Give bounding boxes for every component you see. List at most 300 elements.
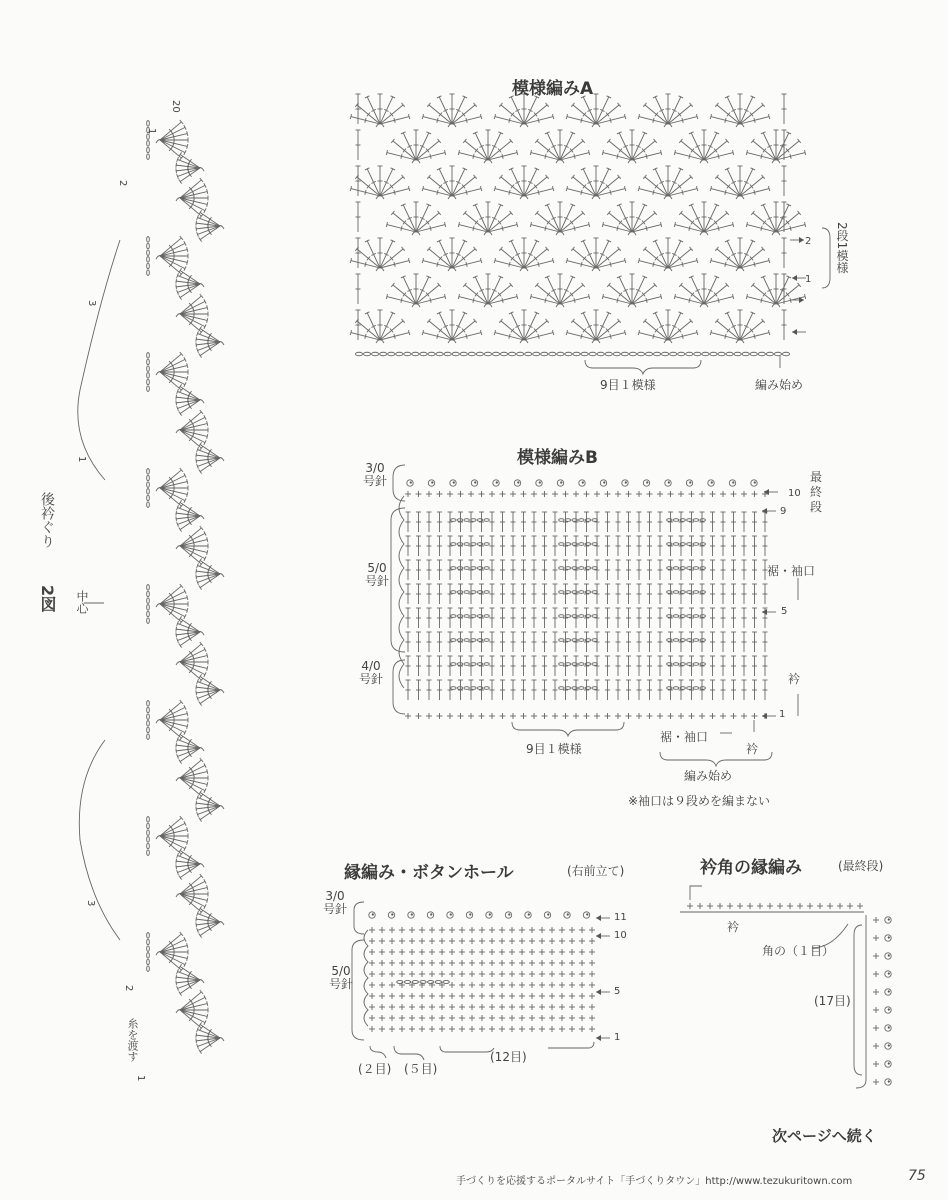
chain-stitch	[667, 663, 672, 666]
collar-corner-title: 衿角の縁編み	[700, 858, 802, 878]
chain-stitch	[451, 543, 456, 546]
stitch-top	[179, 384, 182, 388]
pattern-b-hook-30: 3/0号針	[362, 461, 387, 488]
stitch-bar	[581, 262, 582, 267]
stitch-bar	[725, 118, 726, 123]
chain-stitch	[579, 639, 584, 642]
stitch-top	[530, 222, 531, 227]
stitch-top	[187, 131, 188, 136]
picot-center	[888, 954, 890, 956]
picot-center	[754, 481, 756, 483]
chain-stitch	[559, 543, 564, 546]
picot-center	[517, 481, 519, 483]
stitch-top	[566, 186, 567, 191]
stitch-top	[176, 864, 177, 869]
chain-stitch	[492, 352, 499, 356]
chain-stitch	[673, 615, 678, 618]
stitch-top	[552, 114, 553, 119]
stitch-bar	[610, 190, 611, 195]
stitch-top	[187, 711, 188, 716]
buttonhole-hook-30: 3/0号針	[322, 889, 347, 916]
stitch-top	[602, 294, 603, 299]
chain-stitch	[559, 615, 564, 618]
stitch-top	[746, 222, 747, 227]
stitch-bar	[574, 226, 575, 231]
chain-stitch	[637, 352, 644, 356]
stitch-top	[207, 782, 208, 787]
row-arrow-head	[596, 915, 601, 921]
chain-stitch	[667, 567, 672, 570]
chain-stitch	[435, 980, 441, 983]
chain-stitch	[147, 721, 150, 726]
stitch-top	[179, 500, 182, 504]
stitch-bar	[365, 190, 366, 195]
neck-curve-bottom	[79, 740, 120, 940]
stitch-bar	[502, 226, 503, 231]
stitch-top	[566, 258, 567, 263]
chain-stitch	[147, 850, 150, 855]
stitch-top	[516, 294, 517, 299]
shell-base	[592, 124, 600, 128]
stitch-top	[768, 114, 769, 119]
stitch-top	[350, 186, 351, 191]
picot-center	[888, 1044, 890, 1046]
chain-stitch	[147, 585, 150, 590]
stitch-top	[350, 114, 351, 119]
stitch-top	[552, 330, 553, 335]
chain-stitch	[147, 386, 150, 391]
stitch-top	[199, 442, 202, 446]
shell-base	[700, 160, 708, 164]
stitch-bar	[761, 298, 762, 303]
stitch-top	[196, 801, 197, 806]
chain-stitch	[464, 591, 469, 594]
stitch-bar	[574, 298, 575, 303]
stitch-top	[179, 848, 182, 852]
picot-center	[430, 913, 432, 915]
chain-stitch	[579, 663, 584, 666]
chain-stitch	[557, 352, 564, 356]
corner-hook	[856, 1080, 866, 1088]
stitch-top	[408, 114, 409, 119]
stitch-top	[422, 330, 423, 335]
chain-stitch	[420, 980, 426, 983]
stitch-bar	[538, 334, 539, 339]
shell-base	[520, 196, 528, 200]
chain-stitch	[457, 591, 462, 594]
stitch-top	[196, 1038, 197, 1043]
stitch-top	[458, 294, 459, 299]
stitch-top	[494, 114, 495, 119]
stitch-top	[179, 411, 182, 415]
stitch-top	[179, 875, 182, 879]
chain-stitch	[525, 352, 532, 356]
chain-stitch	[436, 352, 443, 356]
picot-center	[539, 481, 541, 483]
chain-stitch	[404, 980, 410, 983]
picot-center	[888, 1026, 890, 1028]
stitch-top	[187, 724, 188, 729]
stitch-bar	[502, 154, 503, 159]
chain-stitch	[573, 352, 580, 356]
stitch-bar	[473, 154, 474, 159]
chain-stitch	[147, 121, 150, 126]
chain-stitch	[147, 134, 150, 139]
chain-stitch	[428, 980, 434, 983]
stitch-top	[187, 260, 188, 265]
chain-stitch	[147, 843, 150, 848]
picot-center	[496, 481, 498, 483]
row-arrow-head	[762, 508, 767, 514]
chain-stitch	[645, 352, 652, 356]
chain-stitch	[484, 567, 489, 570]
stitch-top	[187, 840, 188, 845]
stitch-top	[674, 222, 675, 227]
stitch-bar	[718, 298, 719, 303]
picot-center	[625, 481, 627, 483]
chain-stitch	[693, 687, 698, 690]
chain-stitch	[700, 687, 705, 690]
chain-stitch	[147, 611, 150, 616]
chain-stitch	[452, 352, 459, 356]
picot-center	[450, 913, 452, 915]
chain-stitch	[710, 352, 717, 356]
pattern-a-row-1: 1	[805, 274, 812, 285]
stitch-top	[196, 221, 197, 226]
pattern-b-title: 模様編みB	[517, 448, 598, 468]
stitch-top	[207, 885, 208, 890]
page-number: 75	[908, 1168, 926, 1184]
stitch-top	[176, 632, 177, 637]
stitch-top	[176, 748, 177, 753]
chain-stitch	[579, 687, 584, 690]
picot-center	[888, 918, 890, 920]
chain-stitch	[147, 959, 150, 964]
stitch-bar	[466, 190, 467, 195]
stitch-top	[480, 258, 481, 263]
chain-stitch	[565, 615, 570, 618]
stitch-bar	[189, 159, 192, 163]
stitch-top	[386, 150, 387, 155]
stitch-top	[176, 284, 177, 289]
stitch-bar	[581, 190, 582, 195]
chain-stitch	[147, 727, 150, 732]
figure2-row-1-top: 1	[146, 128, 157, 135]
stitch-bar	[617, 154, 618, 159]
chain-stitch	[670, 352, 677, 356]
stitch-bar	[754, 334, 755, 339]
figure2-row-2-top: 2	[117, 180, 128, 187]
shell-base	[376, 268, 384, 272]
chain-stitch	[693, 591, 698, 594]
chain-stitch	[734, 352, 741, 356]
stitch-top	[768, 258, 769, 263]
chain-stitch	[597, 352, 604, 356]
stitch-top	[187, 595, 188, 600]
stitch-bar	[189, 855, 192, 859]
chain-stitch	[484, 663, 489, 666]
chain-stitch	[147, 823, 150, 828]
stitch-bar	[689, 154, 690, 159]
picot-center	[567, 913, 569, 915]
stitch-bar	[473, 226, 474, 231]
chain-stitch	[464, 615, 469, 618]
chain-stitch	[147, 147, 150, 152]
stitch-top	[199, 790, 202, 794]
stitch-top	[187, 247, 188, 252]
shell-base	[736, 268, 744, 272]
shell-base	[664, 268, 672, 272]
collar-corner-collar: 衿	[727, 920, 740, 934]
chain-stitch	[565, 663, 570, 666]
stitch-bar	[653, 334, 654, 339]
chain-stitch	[444, 352, 451, 356]
chain-stitch	[667, 639, 672, 642]
chain-stitch	[579, 519, 584, 522]
chain-stitch	[559, 519, 564, 522]
stitch-top	[804, 222, 805, 227]
stitch-top	[696, 114, 697, 119]
chain-stitch	[694, 352, 701, 356]
pattern-a-repeat-bracket	[585, 360, 701, 374]
chain-stitch	[613, 352, 620, 356]
chain-stitch	[662, 352, 669, 356]
shell-base	[520, 340, 528, 344]
figure2-name: 後衿ぐり	[39, 492, 55, 548]
picot-center	[391, 913, 393, 915]
stitch-bar	[466, 118, 467, 123]
chain-stitch	[147, 966, 150, 971]
chain-stitch	[464, 543, 469, 546]
chain-stitch	[673, 567, 678, 570]
stitch-top	[588, 222, 589, 227]
chain-stitch	[484, 519, 489, 522]
shell-base	[736, 124, 744, 128]
continue-text: 次ページへ続く	[772, 1127, 877, 1145]
stitch-top	[187, 608, 188, 613]
buttonhole-title: 縁編み・ボタンホール	[344, 863, 514, 883]
stitch-top	[638, 330, 639, 335]
stitch-bar	[502, 298, 503, 303]
stitch-bar	[653, 118, 654, 123]
shell-base	[556, 232, 564, 236]
stitch-top	[207, 550, 208, 555]
chain-stitch	[464, 519, 469, 522]
stitch-top	[602, 150, 603, 155]
chain-stitch	[702, 352, 709, 356]
chain-stitch	[667, 519, 672, 522]
stitch-bar	[538, 118, 539, 123]
chain-stitch	[667, 591, 672, 594]
buttonhole-row-5: 5	[614, 986, 621, 997]
pattern-b-collar-bottom: 衿	[746, 742, 759, 756]
stitch-top	[804, 150, 805, 155]
stitch-top	[207, 305, 208, 310]
chain-stitch	[404, 352, 411, 356]
chain-stitch	[451, 567, 456, 570]
stitch-top	[199, 353, 202, 357]
chain-stitch	[572, 567, 577, 570]
chain-stitch	[457, 543, 462, 546]
buttonhole-count-5: (５目)	[404, 1062, 438, 1076]
pattern-b-repeat: 9目１模様	[526, 742, 582, 756]
stitch-bar	[209, 565, 212, 569]
stitch-top	[408, 186, 409, 191]
stitch-top	[624, 114, 625, 119]
stitch-bar	[653, 190, 654, 195]
chain-stitch	[559, 591, 564, 594]
stitch-bar	[189, 739, 192, 743]
stitch-bar	[761, 226, 762, 231]
stitch-bar	[725, 262, 726, 267]
buttonhole-subtitle: (右前立て)	[567, 864, 625, 878]
stitch-top	[176, 395, 177, 400]
stitch-bar	[509, 118, 510, 123]
stitch-top	[176, 859, 177, 864]
picot-center	[582, 481, 584, 483]
pattern-a-title: 模様編みA	[512, 79, 594, 99]
pattern-a-start: 編み始め	[755, 378, 804, 392]
chain-stitch	[686, 352, 693, 356]
chain-stitch	[457, 519, 462, 522]
chain-stitch	[693, 567, 698, 570]
stitch-top	[696, 186, 697, 191]
chain-stitch	[457, 567, 462, 570]
stitch-top	[674, 294, 675, 299]
figure2-number: 2図	[38, 585, 57, 613]
chain-stitch	[147, 830, 150, 835]
stitch-top	[176, 168, 177, 173]
stitch-top	[187, 376, 188, 381]
chain-stitch	[147, 714, 150, 719]
chain-stitch	[621, 352, 628, 356]
stitch-top	[199, 674, 202, 678]
stitch-bar	[365, 118, 366, 123]
chain-stitch	[774, 352, 781, 356]
buttonhole-count-bracket	[548, 1042, 594, 1048]
stitch-bar	[401, 298, 402, 303]
stitch-top	[552, 186, 553, 191]
turning-chain	[399, 496, 404, 688]
shell-base	[520, 268, 528, 272]
stitch-bar	[754, 118, 755, 123]
stitch-top	[710, 186, 711, 191]
shell-base	[628, 304, 636, 308]
stitch-bar	[617, 298, 618, 303]
picot-center	[888, 936, 890, 938]
stitch-bar	[189, 391, 192, 395]
shell-base	[448, 268, 456, 272]
stitch-top	[187, 956, 188, 961]
stitch-bar	[509, 190, 510, 195]
chain-stitch	[565, 567, 570, 570]
stitch-top	[179, 179, 182, 183]
chain-stitch	[673, 591, 678, 594]
stitch-bar	[718, 154, 719, 159]
stitch-top	[179, 268, 182, 272]
buttonhole-bracket-top	[354, 902, 364, 934]
stitch-bar	[209, 333, 212, 337]
stitch-top	[179, 643, 182, 647]
pattern-b-chart	[399, 480, 768, 719]
chain-stitch	[147, 141, 150, 146]
chain-stitch	[559, 663, 564, 666]
shell-base	[484, 232, 492, 236]
stitch-top	[444, 222, 445, 227]
shell-base	[592, 196, 600, 200]
stitch-top	[207, 653, 208, 658]
turning-chain	[364, 930, 368, 1026]
shell-base	[664, 196, 672, 200]
stitch-top	[176, 400, 177, 405]
pattern-b-start: 編み始め	[684, 769, 733, 783]
stitch-top	[207, 769, 208, 774]
stitch-top	[199, 933, 202, 937]
chain-stitch	[451, 591, 456, 594]
stitch-bar	[689, 226, 690, 231]
pattern-b-repeat-bracket	[512, 722, 624, 736]
stitch-bar	[761, 154, 762, 159]
shell-base	[412, 304, 420, 308]
chain-stitch	[549, 352, 556, 356]
stitch-top	[804, 294, 805, 299]
row-arrow-head	[762, 609, 767, 615]
stitch-top	[660, 150, 661, 155]
stitch-bar	[430, 298, 431, 303]
picot-center	[888, 990, 890, 992]
chain-stitch	[700, 639, 705, 642]
chain-stitch	[700, 543, 705, 546]
chain-stitch	[700, 519, 705, 522]
stitch-top	[408, 258, 409, 263]
shell-base	[484, 304, 492, 308]
picot-center	[888, 1080, 890, 1082]
chain-stitch	[605, 352, 612, 356]
stitch-bar	[646, 226, 647, 231]
picot-center	[528, 913, 530, 915]
stitch-top	[199, 585, 202, 589]
chain-stitch	[673, 519, 678, 522]
shell-base	[520, 124, 528, 128]
picot-center	[732, 481, 734, 483]
stitch-top	[176, 279, 177, 284]
chain-stitch	[457, 639, 462, 642]
pattern-b-hook-40: 4/0号針	[358, 659, 383, 686]
collar-corner-start	[690, 886, 702, 900]
stitch-top	[196, 1033, 197, 1038]
chain-stitch	[355, 352, 362, 356]
stitch-bar	[437, 118, 438, 123]
picot-center	[547, 913, 549, 915]
pattern-a-chart	[350, 94, 805, 356]
stitch-top	[196, 917, 197, 922]
stitch-top	[199, 906, 202, 910]
shell-base	[736, 340, 744, 344]
chain-stitch	[147, 953, 150, 958]
chain-stitch	[147, 154, 150, 159]
chain-stitch	[782, 352, 789, 356]
chain-stitch	[559, 687, 564, 690]
chain-stitch	[451, 663, 456, 666]
stitch-top	[207, 1001, 208, 1006]
chain-stitch	[726, 352, 733, 356]
stitch-bar	[365, 262, 366, 267]
stitch-top	[458, 150, 459, 155]
chain-stitch	[579, 615, 584, 618]
stitch-top	[176, 743, 177, 748]
stitch-top	[199, 210, 202, 214]
stitch-top	[199, 469, 202, 473]
